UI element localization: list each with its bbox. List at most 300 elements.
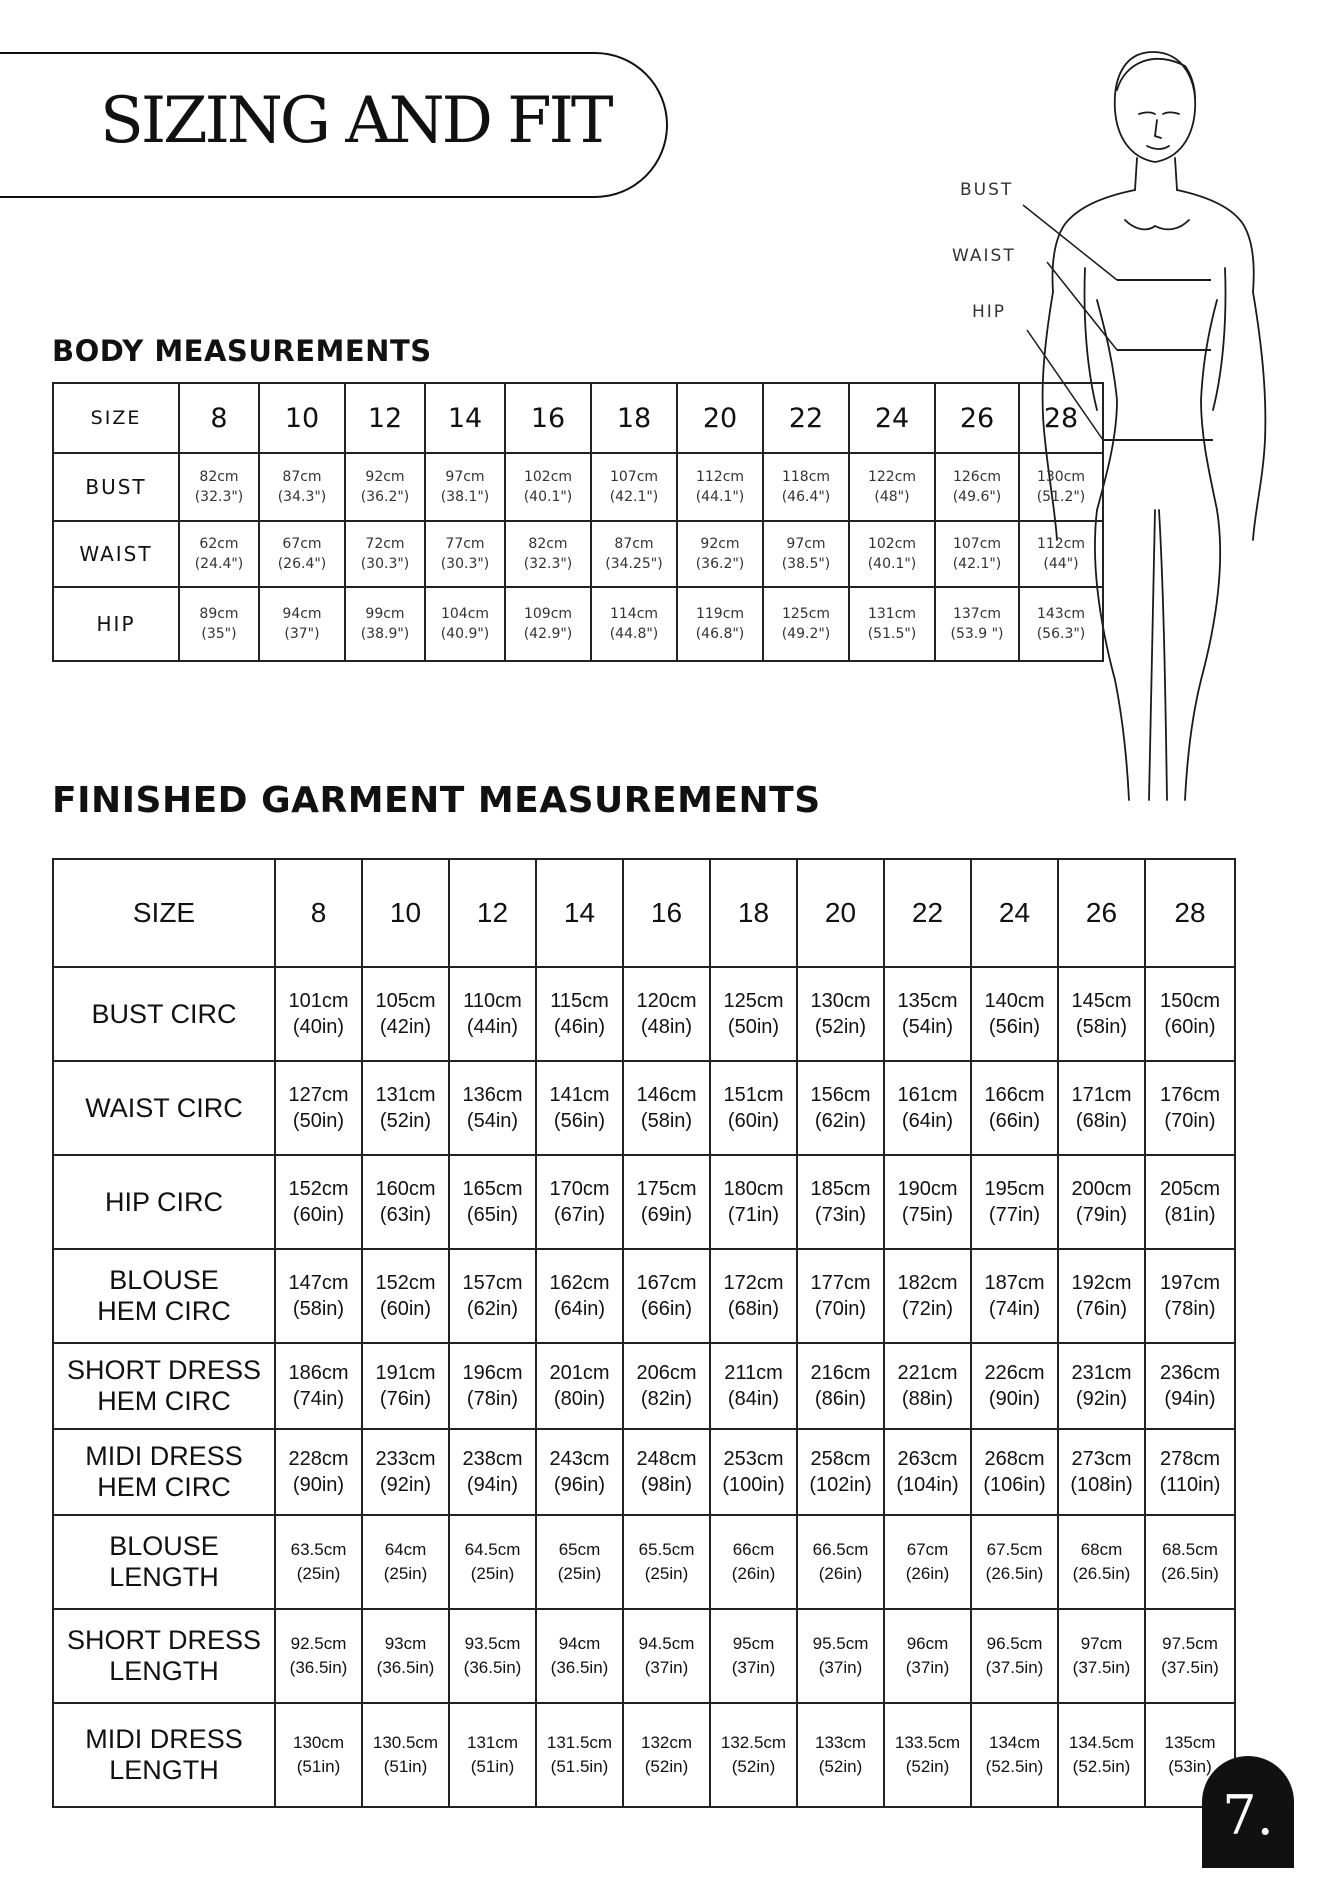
cell-metric: 176cm: [1159, 1084, 1221, 1106]
cell-metric: 131cm: [466, 1733, 519, 1752]
cell-imperial: (64in): [901, 1110, 954, 1132]
cell-metric: 102cm: [523, 469, 573, 485]
garment-cell: [1058, 1515, 1145, 1609]
garment-row-label-line: LENGTH: [109, 1656, 219, 1686]
cell-imperial: (50in): [727, 1016, 780, 1038]
cell-metric: 192cm: [1071, 1272, 1132, 1294]
body-cell: [345, 587, 425, 661]
cell-metric: 137cm: [952, 606, 1002, 622]
cell-imperial: (51.2"): [1036, 489, 1086, 505]
cell-metric: 273cm: [1071, 1448, 1132, 1470]
garment-cell: [275, 1343, 362, 1429]
garment-cell: [275, 1703, 362, 1807]
cell-metric: 135cm: [1164, 1733, 1216, 1752]
cell-imperial: (42in): [379, 1016, 432, 1038]
cell-imperial: (46in): [553, 1016, 606, 1038]
body-cell: [259, 587, 345, 661]
body-size-8: 8: [179, 383, 259, 453]
cell-imperial: (26in): [731, 1564, 776, 1583]
body-cell: [425, 587, 505, 661]
cell-imperial: (37in): [731, 1658, 776, 1677]
garment-row-label-line: HIP CIRC: [104, 1186, 224, 1217]
garment-cell: [710, 1429, 797, 1515]
cell-imperial: (25in): [296, 1564, 341, 1583]
cell-imperial: (40.1"): [523, 489, 573, 505]
cell-metric: 200cm: [1071, 1178, 1132, 1200]
garment-row-label-line: SHORT DRESS: [66, 1625, 262, 1655]
garment-row-label-line: HEM CIRC: [97, 1386, 231, 1416]
body-cell: [591, 521, 677, 587]
cell-imperial: (44.1"): [695, 489, 745, 505]
cell-metric: 228cm: [288, 1448, 349, 1470]
cell-metric: 191cm: [375, 1362, 436, 1384]
cell-metric: 87cm: [614, 536, 654, 552]
body-cell: [179, 587, 259, 661]
garment-cell: [275, 1155, 362, 1249]
body-measurements-heading: BODY MEASUREMENTS: [52, 334, 432, 368]
cell-imperial: (86in): [814, 1388, 867, 1410]
garment-row: [53, 1515, 1235, 1609]
cell-imperial: (84in): [727, 1388, 780, 1410]
cell-metric: 157cm: [462, 1272, 523, 1294]
body-header-row: [53, 383, 1103, 453]
cell-imperial: (36.5in): [550, 1658, 609, 1677]
cell-metric: 268cm: [984, 1448, 1045, 1470]
cell-imperial: (62in): [814, 1110, 867, 1132]
garment-cell: [623, 1343, 710, 1429]
cell-imperial: (52in): [731, 1757, 776, 1776]
garment-cell: [1058, 967, 1145, 1061]
cell-metric: 89cm: [199, 606, 239, 622]
cell-imperial: (73in): [814, 1204, 867, 1226]
cell-imperial: (90in): [988, 1388, 1041, 1410]
body-size-12: 12: [345, 383, 425, 453]
cell-metric: 118cm: [781, 469, 831, 485]
cell-metric: 115cm: [550, 990, 609, 1012]
garment-cell: [623, 967, 710, 1061]
body-cell: [345, 521, 425, 587]
garment-cell: [275, 967, 362, 1061]
cell-imperial: (52in): [814, 1016, 867, 1038]
cell-imperial: (34.3"): [277, 489, 327, 505]
cell-imperial: (64in): [553, 1298, 606, 1320]
garment-cell: [797, 1155, 884, 1249]
cell-imperial: (51in): [470, 1757, 515, 1776]
cell-imperial: (96in): [553, 1474, 606, 1496]
cell-imperial: (52.5in): [1072, 1757, 1131, 1776]
cell-imperial: (50in): [292, 1110, 345, 1132]
cell-imperial: (40.1"): [867, 556, 917, 572]
cell-metric: 211cm: [724, 1362, 783, 1384]
body-size-10: 10: [259, 383, 345, 453]
cell-imperial: (26.4"): [277, 556, 327, 572]
garment-row-label-line: HEM CIRC: [97, 1472, 231, 1502]
cell-imperial: (44.8"): [609, 626, 659, 642]
body-cell: [425, 453, 505, 521]
body-cell: [259, 453, 345, 521]
cell-metric: 94.5cm: [638, 1634, 695, 1653]
garment-cell: [362, 1061, 449, 1155]
cell-metric: 151cm: [723, 1084, 784, 1106]
garment-cell: [275, 1061, 362, 1155]
cell-imperial: (68in): [727, 1298, 780, 1320]
body-cell: [763, 587, 849, 661]
cell-imperial: (37in): [818, 1658, 863, 1677]
body-size-24: 24: [849, 383, 935, 453]
cell-imperial: (37in): [644, 1658, 689, 1677]
cell-metric: 196cm: [462, 1362, 523, 1384]
cell-imperial: (58in): [292, 1298, 345, 1320]
garment-measurements-table: [52, 858, 1236, 1808]
garment-cell: [536, 1609, 623, 1703]
garment-row: [53, 1155, 1235, 1249]
garment-size-8: 8: [275, 859, 362, 967]
garment-cell: [1145, 1429, 1235, 1515]
cell-imperial: (81in): [1164, 1204, 1216, 1226]
cell-metric: 185cm: [810, 1178, 871, 1200]
cell-imperial: (78in): [1164, 1298, 1216, 1320]
cell-metric: 110cm: [463, 990, 522, 1012]
cell-metric: 95.5cm: [812, 1634, 869, 1653]
garment-cell: [623, 1155, 710, 1249]
garment-row-label-line: BLOUSE: [109, 1531, 219, 1561]
cell-imperial: (79in): [1075, 1204, 1128, 1226]
cell-imperial: (34.25"): [605, 556, 663, 572]
cell-metric: 96cm: [906, 1634, 949, 1653]
garment-cell: [710, 1061, 797, 1155]
cell-imperial: (67in): [553, 1204, 606, 1226]
hip-label: HIP: [972, 302, 1007, 322]
cell-imperial: (25in): [557, 1564, 602, 1583]
garment-cell: [884, 1343, 971, 1429]
cell-metric: 127cm: [288, 1084, 349, 1106]
garment-cell: [623, 1249, 710, 1343]
cell-imperial: (56in): [553, 1110, 606, 1132]
cell-metric: 101cm: [288, 990, 349, 1012]
cell-metric: 236cm: [1159, 1362, 1221, 1384]
cell-metric: 233cm: [375, 1448, 436, 1470]
cell-imperial: (42.1"): [609, 489, 659, 505]
cell-imperial: (56.3"): [1036, 626, 1086, 642]
garment-cell: [1058, 1061, 1145, 1155]
garment-cell: [797, 967, 884, 1061]
garment-cell: [884, 1515, 971, 1609]
cell-metric: 248cm: [636, 1448, 697, 1470]
garment-row-label: [53, 1249, 275, 1343]
garment-cell: [1058, 1155, 1145, 1249]
cell-metric: 195cm: [984, 1178, 1045, 1200]
garment-cell: [449, 1429, 536, 1515]
cell-metric: 97cm: [786, 536, 826, 552]
cell-metric: 238cm: [462, 1448, 523, 1470]
cell-metric: 97.5cm: [1162, 1634, 1218, 1653]
cell-metric: 166cm: [984, 1084, 1045, 1106]
cell-metric: 132cm: [640, 1733, 693, 1752]
body-cell: [935, 521, 1019, 587]
garment-row: [53, 1061, 1235, 1155]
body-cell: [505, 521, 591, 587]
garment-cell: [449, 967, 536, 1061]
cell-imperial: (26.5in): [1072, 1564, 1131, 1583]
garment-row-label-line: MIDI DRESS: [85, 1724, 243, 1754]
garment-cell: [362, 967, 449, 1061]
cell-metric: 206cm: [636, 1362, 697, 1384]
cell-metric: 132.5cm: [720, 1733, 787, 1752]
cell-metric: 112cm: [695, 469, 745, 485]
garment-cell: [971, 1609, 1058, 1703]
garment-cell: [884, 1609, 971, 1703]
garment-cell: [1145, 1515, 1235, 1609]
garment-row-label: [53, 1155, 275, 1249]
cell-metric: 130cm: [292, 1733, 345, 1752]
cell-imperial: (32.3"): [523, 556, 573, 572]
garment-cell: [971, 1155, 1058, 1249]
garment-size-header: SIZE: [53, 859, 275, 967]
garment-cell: [536, 1061, 623, 1155]
garment-cell: [623, 1515, 710, 1609]
waist-label: WAIST: [952, 246, 1016, 266]
cell-imperial: (58in): [640, 1110, 693, 1132]
cell-imperial: (36.2"): [695, 556, 745, 572]
cell-metric: 102cm: [867, 536, 917, 552]
cell-metric: 167cm: [636, 1272, 697, 1294]
garment-cell: [710, 1609, 797, 1703]
cell-metric: 68cm: [1080, 1540, 1123, 1559]
cell-imperial: (49.6"): [952, 489, 1002, 505]
cell-metric: 97cm: [1080, 1634, 1123, 1653]
cell-metric: 186cm: [288, 1362, 349, 1384]
garment-cell: [1058, 1609, 1145, 1703]
garment-cell: [449, 1703, 536, 1807]
garment-cell: [797, 1343, 884, 1429]
cell-metric: 94cm: [282, 606, 322, 622]
garment-row-label-line: WAIST CIRC: [85, 1092, 243, 1123]
garment-row-label-line: SHORT DRESS: [66, 1355, 262, 1385]
body-size-26: 26: [935, 383, 1019, 453]
garment-cell: [971, 1515, 1058, 1609]
garment-row-label-line: LENGTH: [109, 1562, 219, 1592]
cell-metric: 258cm: [810, 1448, 871, 1470]
garment-row-label-line: LENGTH: [109, 1755, 219, 1785]
cell-metric: 64cm: [384, 1540, 427, 1559]
garment-cell: [536, 1155, 623, 1249]
cell-metric: 109cm: [523, 606, 573, 622]
cell-imperial: (65in): [466, 1204, 519, 1226]
garment-cell: [362, 1343, 449, 1429]
garment-row: [53, 1609, 1235, 1703]
garment-cell: [623, 1703, 710, 1807]
garment-cell: [710, 967, 797, 1061]
body-size-20: 20: [677, 383, 763, 453]
garment-cell: [797, 1703, 884, 1807]
body-cell: [677, 587, 763, 661]
body-size-28: 28: [1019, 383, 1103, 453]
cell-imperial: (66in): [640, 1298, 693, 1320]
cell-imperial: (36.5in): [376, 1658, 435, 1677]
cell-metric: 131.5cm: [546, 1733, 613, 1752]
cell-imperial: (72in): [901, 1298, 954, 1320]
garment-cell: [623, 1061, 710, 1155]
cell-metric: 180cm: [723, 1178, 784, 1200]
garment-size-24: 24: [971, 859, 1058, 967]
cell-metric: 67cm: [282, 536, 322, 552]
garment-cell: [449, 1061, 536, 1155]
body-cell: [1019, 521, 1103, 587]
cell-imperial: (60in): [1164, 1016, 1216, 1038]
garment-row-label: [53, 1515, 275, 1609]
garment-cell: [623, 1609, 710, 1703]
cell-imperial: (100in): [722, 1474, 785, 1496]
cell-metric: 130cm: [1036, 469, 1086, 485]
cell-metric: 190cm: [897, 1178, 958, 1200]
garment-cell: [1145, 1249, 1235, 1343]
garment-cell: [1058, 1703, 1145, 1807]
cell-imperial: (44"): [1043, 556, 1079, 572]
cell-imperial: (54in): [466, 1110, 519, 1132]
garment-size-14: 14: [536, 859, 623, 967]
body-cell: [425, 521, 505, 587]
garment-row-label-line: HEM CIRC: [97, 1296, 231, 1326]
cell-imperial: (51in): [383, 1757, 428, 1776]
garment-cell: [362, 1429, 449, 1515]
garment-cell: [362, 1609, 449, 1703]
garment-cell: [971, 1343, 1058, 1429]
cell-imperial: (44in): [466, 1016, 519, 1038]
garment-row-label: [53, 1429, 275, 1515]
cell-metric: 87cm: [282, 469, 322, 485]
cell-metric: 152cm: [288, 1178, 349, 1200]
cell-imperial: (82in): [640, 1388, 693, 1410]
body-cell: [763, 521, 849, 587]
body-cell: [505, 587, 591, 661]
cell-metric: 201cm: [549, 1362, 610, 1384]
garment-cell: [797, 1429, 884, 1515]
cell-metric: 263cm: [897, 1448, 958, 1470]
cell-metric: 66cm: [732, 1540, 775, 1559]
cell-imperial: (92in): [1075, 1388, 1128, 1410]
garment-cell: [884, 1061, 971, 1155]
body-measurements-table: [52, 382, 1104, 662]
cell-imperial: (60in): [379, 1298, 432, 1320]
garment-cell: [710, 1515, 797, 1609]
garment-cell: [536, 967, 623, 1061]
garment-row-label-line: BUST CIRC: [91, 998, 237, 1029]
cell-metric: 162cm: [549, 1272, 610, 1294]
cell-imperial: (49.2"): [781, 626, 831, 642]
body-cell: [345, 453, 425, 521]
cell-metric: 72cm: [365, 536, 405, 552]
garment-cell: [623, 1429, 710, 1515]
cell-imperial: (90in): [292, 1474, 345, 1496]
cell-imperial: (38.1"): [440, 489, 490, 505]
cell-metric: 82cm: [528, 536, 568, 552]
cell-imperial: (26.5in): [1161, 1564, 1219, 1583]
cell-metric: 114cm: [609, 606, 659, 622]
cell-imperial: (37in): [905, 1658, 950, 1677]
cell-metric: 119cm: [695, 606, 745, 622]
cell-metric: 131cm: [375, 1084, 436, 1106]
cell-imperial: (38.5"): [781, 556, 831, 572]
cell-imperial: (76in): [379, 1388, 432, 1410]
page-number: 7.: [1222, 1783, 1274, 1847]
garment-cell: [275, 1515, 362, 1609]
body-row-waist: [53, 521, 1103, 587]
garment-size-12: 12: [449, 859, 536, 967]
cell-imperial: (69in): [640, 1204, 693, 1226]
cell-imperial: (70in): [1164, 1110, 1216, 1132]
body-cell: [179, 453, 259, 521]
cell-imperial: (92in): [379, 1474, 432, 1496]
page-number-badge: [1202, 1756, 1294, 1868]
garment-cell: [797, 1515, 884, 1609]
garment-cell: [971, 1429, 1058, 1515]
cell-metric: 93.5cm: [464, 1634, 521, 1653]
garment-cell: [1058, 1249, 1145, 1343]
body-cell: [1019, 453, 1103, 521]
cell-metric: 133.5cm: [894, 1733, 961, 1752]
cell-imperial: (63in): [379, 1204, 432, 1226]
garment-row: [53, 1343, 1235, 1429]
garment-cell: [710, 1343, 797, 1429]
garment-cell: [536, 1515, 623, 1609]
garment-cell: [362, 1249, 449, 1343]
cell-imperial: (52in): [818, 1757, 863, 1776]
garment-row-label: [53, 1343, 275, 1429]
garment-row-label-line: BLOUSE: [109, 1265, 219, 1295]
cell-imperial: (37.5in): [1072, 1658, 1131, 1677]
cell-imperial: (36.2"): [360, 489, 410, 505]
cell-metric: 66.5cm: [812, 1540, 869, 1559]
garment-cell: [884, 967, 971, 1061]
cell-metric: 105cm: [375, 990, 436, 1012]
cell-imperial: (74in): [292, 1388, 345, 1410]
garment-cell: [449, 1155, 536, 1249]
garment-cell: [797, 1249, 884, 1343]
cell-metric: 120cm: [636, 990, 697, 1012]
cell-imperial: (56in): [988, 1016, 1041, 1038]
garment-cell: [797, 1609, 884, 1703]
garment-row-label-line: MIDI DRESS: [85, 1441, 243, 1471]
cell-imperial: (51.5"): [867, 626, 917, 642]
cell-imperial: (71in): [727, 1204, 780, 1226]
cell-metric: 134.5cm: [1068, 1733, 1135, 1752]
cell-imperial: (108in): [1070, 1474, 1133, 1496]
cell-metric: 65.5cm: [638, 1540, 695, 1559]
cell-imperial: (46.4"): [781, 489, 831, 505]
garment-cell: [971, 1061, 1058, 1155]
garment-row: [53, 1249, 1235, 1343]
garment-size-18: 18: [710, 859, 797, 967]
cell-metric: 65cm: [558, 1540, 601, 1559]
cell-metric: 278cm: [1159, 1448, 1221, 1470]
cell-imperial: (60in): [292, 1204, 345, 1226]
cell-imperial: (46.8"): [695, 626, 745, 642]
cell-metric: 64.5cm: [464, 1540, 521, 1559]
cell-imperial: (94in): [1164, 1388, 1216, 1410]
garment-cell: [884, 1249, 971, 1343]
garment-cell: [449, 1249, 536, 1343]
cell-imperial: (40.9"): [440, 626, 490, 642]
cell-metric: 92.5cm: [290, 1634, 347, 1653]
garment-cell: [1145, 1155, 1235, 1249]
cell-metric: 146cm: [636, 1084, 697, 1106]
cell-imperial: (37.5in): [1161, 1658, 1219, 1677]
garment-cell: [971, 1703, 1058, 1807]
cell-metric: 67cm: [906, 1540, 949, 1559]
garment-row: [53, 967, 1235, 1061]
cell-imperial: (25in): [383, 1564, 428, 1583]
cell-metric: 122cm: [867, 469, 917, 485]
